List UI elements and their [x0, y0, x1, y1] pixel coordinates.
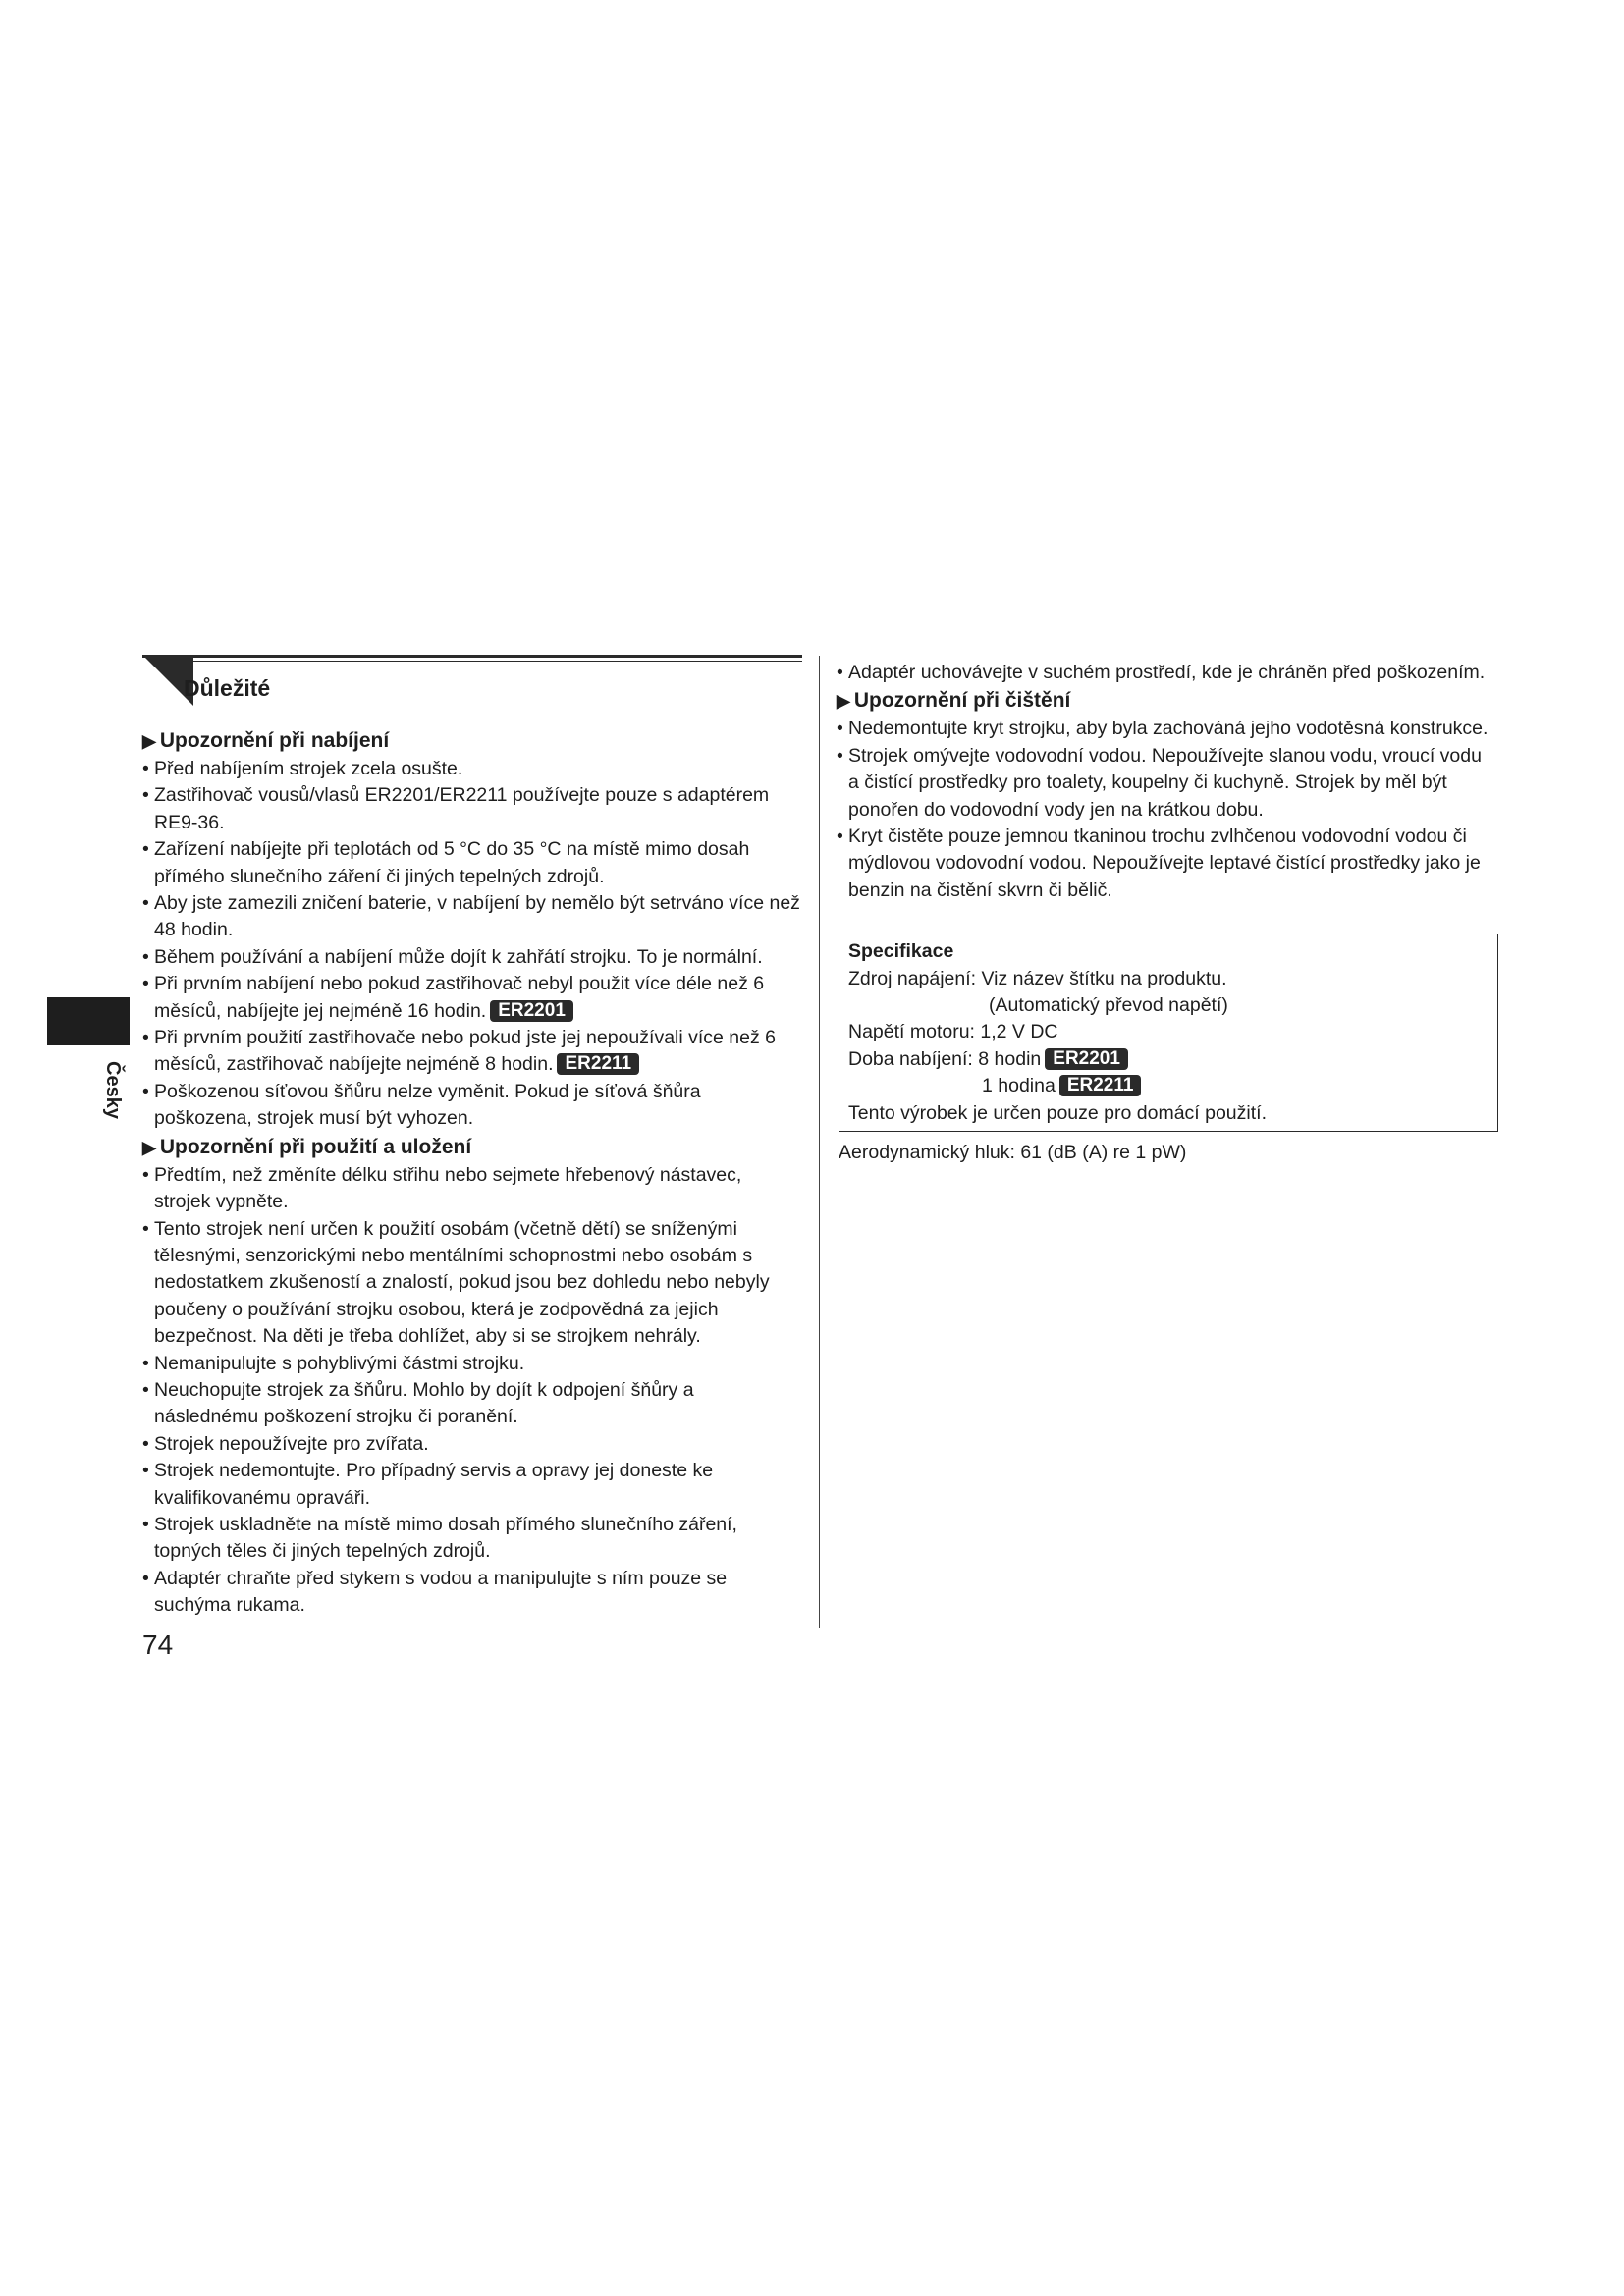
- left-column: [142, 726, 802, 1620]
- page-number: 74: [142, 1629, 174, 1660]
- list-item: • Adaptér chraňte před stykem s vodou a manipulujte s ním pouze se suchýma rukama.: [142, 1566, 802, 1620]
- section-title-text: Upozornění při nabíjení: [159, 729, 390, 752]
- list-item: • Zastřihovač vousů/vlasů ER2201/ER2211 používejte pouze s adaptérem RE9-36.: [142, 782, 802, 836]
- section-title-usage: [142, 1133, 802, 1162]
- triangle-arrow-icon: ▶: [142, 731, 156, 751]
- list-item: • Zařízení nabíjejte při teplotách od 5 °C do 35 °C na místě mimo dosah přímého slunečního záření či jiných tepelných zdrojů.: [142, 836, 802, 890]
- list-item: • Tento strojek není určen k použití osobám (včetně dětí) se sníženými tělesnými, senzorickými nebo mentálními schopnostmi nebo osobám s nedostatkem zkušeností a znalostí, pokud jsou bez dohledu nebo nebyly poučeny o používání strojku osobou, která je zodpovědná za jejich bezpečnost. Na děti je třeba dohlížet, aby si se strojkem nehrály.: [142, 1216, 802, 1351]
- list-item: • Strojek uskladněte na místě mimo dosah přímého slunečního záření, topných těles či jiných tepelných zdrojů.: [142, 1512, 802, 1566]
- section-title-charging: [142, 726, 802, 756]
- spec-title: Specifikace: [848, 940, 954, 963]
- usage-list: [142, 1162, 802, 1620]
- spec-power-label: Zdroj napájení:: [848, 967, 977, 989]
- noise-spec: Aerodynamický hluk: 61 (dB (A) re 1 pW): [839, 1142, 1187, 1164]
- model-badge: ER2201: [490, 1000, 573, 1022]
- list-item-text: Při prvním nabíjení nebo pokud zastřihovač nebyl použit více déle než 6 měsíců, nabíjejte jej nejméně 16 hodin.: [154, 973, 765, 1022]
- section-title-text: Upozornění při použití a uložení: [159, 1135, 472, 1158]
- model-badge: ER2211: [557, 1053, 639, 1075]
- triangle-arrow-icon: ▶: [142, 1137, 156, 1157]
- spec-charge-1: 8 hodin: [978, 1047, 1042, 1070]
- column-divider: [819, 656, 820, 1628]
- list-item: • Aby jste zamezili zničení baterie, v nabíjení by nemělo být setrváno více než 48 hodin.: [142, 890, 802, 944]
- spec-charge-2-row: [848, 1073, 1489, 1099]
- list-item: • Před nabíjením strojek zcela osušte.: [142, 756, 802, 782]
- list-item: • Během používání a nabíjení může dojít k zahřátí strojku. To je normální.: [142, 944, 802, 971]
- spec-home-use: Tento výrobek je určen pouze pro domácí použití.: [848, 1101, 1267, 1124]
- triangle-arrow-icon: ▶: [837, 691, 850, 712]
- list-item: [142, 1025, 802, 1079]
- spec-power-value: Viz název štítku na produktu.: [981, 967, 1227, 989]
- list-item: • Neuchopujte strojek za šňůru. Mohlo by dojít k odpojení šňůry a následnému poškození strojku či poranění.: [142, 1377, 802, 1431]
- header-rule: [142, 655, 802, 658]
- side-tab-label-text: Česky: [102, 1061, 124, 1119]
- side-tab-label: [96, 1061, 124, 1122]
- list-item: [142, 971, 802, 1025]
- storage-cont-list: [837, 660, 1497, 686]
- section-title-cleaning: [837, 686, 1497, 716]
- list-item: • Adaptér uchovávejte v suchém prostředí, kde je chráněn před poškozením.: [837, 660, 1497, 686]
- spec-motor: Napětí motoru: 1,2 V DC: [848, 1021, 1058, 1043]
- spec-charge-2: 1 hodina: [982, 1075, 1056, 1097]
- spec-charge: [848, 1046, 1489, 1073]
- list-item: • Nedemontujte kryt strojku, aby byla zachováná jejho vodotěsná konstrukce.: [837, 716, 1497, 742]
- model-badge: ER2211: [1059, 1075, 1142, 1096]
- side-tab-marker: [47, 997, 130, 1045]
- spec-power: [848, 966, 1489, 992]
- spec-charge-label: Doba nabíjení:: [848, 1047, 973, 1070]
- header-rule-thin: [187, 661, 802, 662]
- list-item: • Kryt čistěte pouze jemnou tkaninou trochu zvlhčenou vodovodní vodou či mýdlovou vodovodní vodou. Nepoužívejte leptavé čistící prostředky jako je benzin na čistění skvrn či bělič.: [837, 824, 1497, 904]
- cleaning-list: [837, 716, 1497, 904]
- spec-power-note: (Automatický převod napětí): [989, 994, 1228, 1017]
- list-item: • Předtím, než změníte délku střihu nebo sejmete hřebenový nástavec, strojek vypněte.: [142, 1162, 802, 1216]
- section-title-text: Upozornění při čištění: [853, 689, 1071, 713]
- list-item-text: Při prvním použití zastřihovače nebo pokud jste jej nepoužívali více než 6 měsíců, zastřihovač nabíjejte nejméně 8 hodin.: [154, 1027, 777, 1076]
- charging-list: [142, 756, 802, 1133]
- model-badge: ER2201: [1045, 1048, 1128, 1070]
- list-item: • Nemanipulujte s pohyblivými částmi strojku.: [142, 1351, 802, 1377]
- list-item: • Strojek nepoužívejte pro zvířata.: [142, 1431, 802, 1458]
- list-item: • Poškozenou síťovou šňůru nelze vyměnit. Pokud je síťová šňůra poškozena, strojek musí být vyhozen.: [142, 1079, 802, 1133]
- right-column: [837, 660, 1497, 1167]
- list-item: • Strojek omývejte vodovodní vodou. Nepoužívejte slanou vodu, vroucí vodu a čistící prostředky pro toalety, koupelny či kuchyně. Strojek by měl být ponořen do vodovodní vody jen na krátkou dobu.: [837, 743, 1497, 824]
- list-item: • Strojek nedemontujte. Pro případný servis a opravy jej doneste ke kvalifikovanému opraváři.: [142, 1458, 802, 1512]
- spec-box: [839, 934, 1498, 1132]
- header-title: Důležité: [184, 675, 271, 701]
